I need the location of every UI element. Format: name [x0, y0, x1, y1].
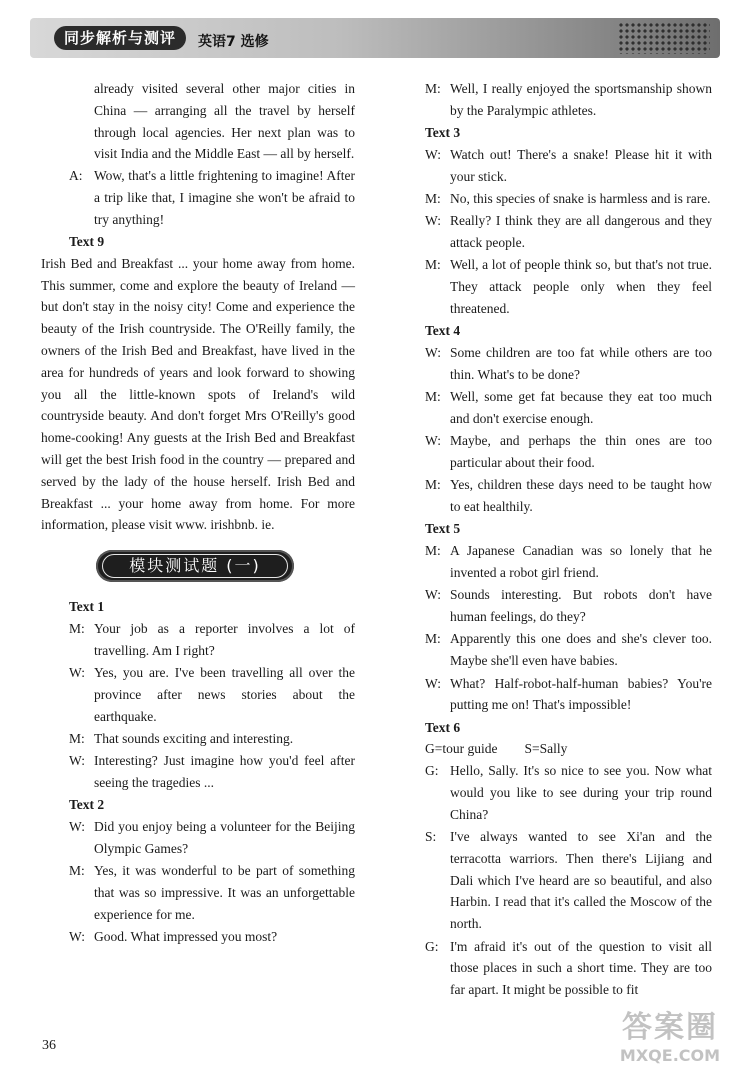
text4-heading: Text 4 — [425, 323, 461, 339]
speaker-line: I've always wanted to see Xi'an and the terracotta warriors. Then there's Lijiang and Dali which I've heard are so beautiful, and also Harbin. I read that it's called the Moscow of the north. — [450, 829, 712, 932]
speaker-line: Hello, Sally. It's so nice to see you. Now what would you like to see during your trip round China? — [450, 763, 712, 822]
header-subtitle: 英语7 选修 — [198, 34, 269, 50]
watermark-text: 答案圈 — [622, 1010, 718, 1045]
text9-body: Irish Bed and Breakfast ... your home away from home. This summer, come and explore the beauty of Ireland — but don't stay in the noisy city! Come and experience the beauty of the Irish countryside. The O'Reilly family, the owners of the Irish Bed and Breakfast, have lived in the area for hundreds of years and look forward to showing you all the little-known spots of Ireland's wild countryside beauty. And don't forget Mrs O'Reilly's good home-cooking! Any guests at the Irish Bed and Breakfast will get the best Irish food in the country — prepared and served by the lady of the house herself. Irish Bed and Breakfast ... your home away from home. For more information, please visit www. irishbnb. ie. — [41, 255, 355, 533]
speaker-label: M: — [69, 863, 85, 879]
text9-heading: Text 9 — [69, 234, 105, 250]
dialogue-line — [425, 430, 712, 474]
dialogue-line — [425, 144, 712, 188]
speaker-line: Well, I really enjoyed the sportsmanship shown by the Paralympic athletes. — [450, 81, 712, 118]
speaker-label: W: — [425, 345, 441, 361]
dialogue-line — [41, 662, 355, 727]
dialogue-line — [425, 628, 712, 672]
text3-dialogue — [425, 144, 712, 320]
text2-heading: Text 2 — [69, 797, 105, 813]
text3-heading: Text 3 — [425, 125, 461, 141]
speaker-label: W: — [425, 213, 441, 229]
text6-dialogue — [425, 760, 712, 1001]
speaker-label: M: — [425, 389, 441, 405]
speaker-line: Your job as a reporter involves a lot of travelling. Am I right? — [94, 621, 355, 658]
speaker-label: W: — [69, 929, 85, 945]
dialogue-line — [425, 760, 712, 825]
dialogue-line — [425, 826, 712, 935]
dialogue-line — [41, 165, 355, 230]
speaker-line: Apparently this one does and she's clever too. Maybe she'll even have babies. — [450, 631, 712, 669]
speaker-line: Wow, that's a little frightening to imagine! After a trip like that, I imagine she won't be afraid to try anything! — [94, 168, 355, 227]
speaker-line: Interesting? Just imagine how you'd feel after seeing the tragedies ... — [94, 753, 355, 791]
speaker-label: M: — [69, 621, 85, 637]
banner-title: 模块测试题 (一) — [102, 554, 288, 578]
speaker-line: I'm afraid it's out of the question to visit all those places in such a short time. They are too far apart. It might be possible to fit — [450, 938, 712, 998]
speaker-line: Watch out! There's a snake! Please hit it with your stick. — [450, 146, 712, 184]
speaker-line: That sounds exciting and interesting. — [94, 731, 294, 747]
dialogue-line — [41, 860, 355, 925]
speaker-line: Good. What impressed you most? — [94, 929, 278, 945]
speaker-line: Did you enjoy being a volunteer for the Beijing Olympic Games? — [94, 819, 355, 856]
left-column — [41, 78, 355, 948]
text5-heading: Text 5 — [425, 521, 461, 537]
speaker-label: G: — [425, 763, 439, 779]
speaker-line: What? Half-robot-half-human babies? You're putting me on! That's impossible! — [450, 675, 712, 713]
speaker-line: Yes, it was wonderful to be part of something that was so impressive. It was an unforgettable experience for me. — [94, 863, 355, 922]
text5-dialogue — [425, 540, 712, 716]
speaker-line: Well, some get fat because they eat too much and don't exercise enough. — [450, 389, 712, 426]
header-badge: 同步解析与测评 — [54, 26, 186, 50]
text2-dialogue-end — [425, 78, 712, 122]
dialogue-line — [425, 540, 712, 584]
speaker-line: Yes, children these days need to be taught how to eat healthily. — [450, 477, 712, 515]
speaker-line: Really? I think they are all dangerous and they attack people. — [450, 213, 712, 251]
text6-heading: Text 6 — [425, 719, 461, 735]
text4-dialogue — [425, 342, 712, 518]
speaker-label: W: — [425, 433, 441, 449]
speaker-line: No, this species of snake is harmless and is rare. — [450, 190, 711, 206]
speaker-label: S: — [425, 829, 437, 845]
speaker-line: Sounds interesting. But robots don't have human feelings, do they? — [450, 587, 712, 625]
dialogue-line — [41, 926, 355, 948]
speaker-label: M: — [425, 477, 441, 493]
speaker-label: G: — [425, 938, 439, 954]
speaker-label: M: — [425, 257, 441, 273]
speaker-label: M: — [425, 631, 441, 647]
page-number: 36 — [42, 1038, 56, 1053]
dialogue-line — [425, 78, 712, 122]
text1-heading: Text 1 — [69, 599, 105, 615]
speaker-label: M: — [425, 81, 441, 96]
header-dot-pattern — [618, 22, 710, 54]
speaker-line: Maybe, and perhaps the thin ones are too particular about their food. — [450, 433, 712, 471]
speaker-label: M: — [425, 543, 441, 559]
dialogue-line — [425, 342, 712, 386]
text1-dialogue — [41, 618, 355, 794]
speaker-label: M: — [425, 190, 441, 206]
text2-dialogue — [41, 816, 355, 948]
speaker-line: Well, a lot of people think so, but that's not true. They attack people only when they feel threatened. — [450, 257, 712, 316]
speaker-label: W: — [69, 665, 85, 681]
dialogue-line — [425, 188, 712, 210]
right-column — [425, 78, 712, 1001]
speaker-label: W: — [425, 675, 441, 691]
continuation-text: already visited several other major cities in China — arranging all the travel by herself through local agencies. Her next plan was to visit India and the Middle East — all by herself. — [94, 81, 355, 162]
dialogue-line — [425, 673, 712, 717]
dialogue-line — [41, 618, 355, 662]
dialogue-line — [425, 254, 712, 319]
speaker-label: W: — [425, 587, 441, 603]
dialogue-line — [425, 474, 712, 518]
watermark-url: MXQE.COM — [619, 1046, 721, 1065]
dialogue-line — [41, 816, 355, 860]
dialogue-line — [425, 936, 712, 1001]
dialogue-line — [41, 728, 355, 750]
dialogue-line — [425, 386, 712, 430]
speaker-line: Some children are too fat while others are too thin. What's to be done? — [450, 345, 712, 382]
dialogue-line — [425, 584, 712, 628]
page-header — [30, 18, 720, 58]
speaker-label: A: — [69, 168, 83, 184]
speaker-line: Yes, you are. I've been travelling all over the province after news stories about the earthquake. — [94, 665, 355, 724]
speaker-label: M: — [69, 731, 85, 747]
speaker-line: A Japanese Canadian was so lonely that he invented a robot girl friend. — [450, 543, 712, 581]
dialogue-line — [425, 210, 712, 254]
speaker-label: W: — [425, 146, 441, 162]
speaker-legend: G=tour guide S=Sally — [425, 741, 568, 757]
speaker-label: W: — [69, 753, 85, 769]
section-banner — [96, 550, 294, 582]
watermark-logo — [600, 1010, 740, 1072]
dialogue-line — [41, 750, 355, 794]
speaker-label: W: — [69, 819, 85, 835]
